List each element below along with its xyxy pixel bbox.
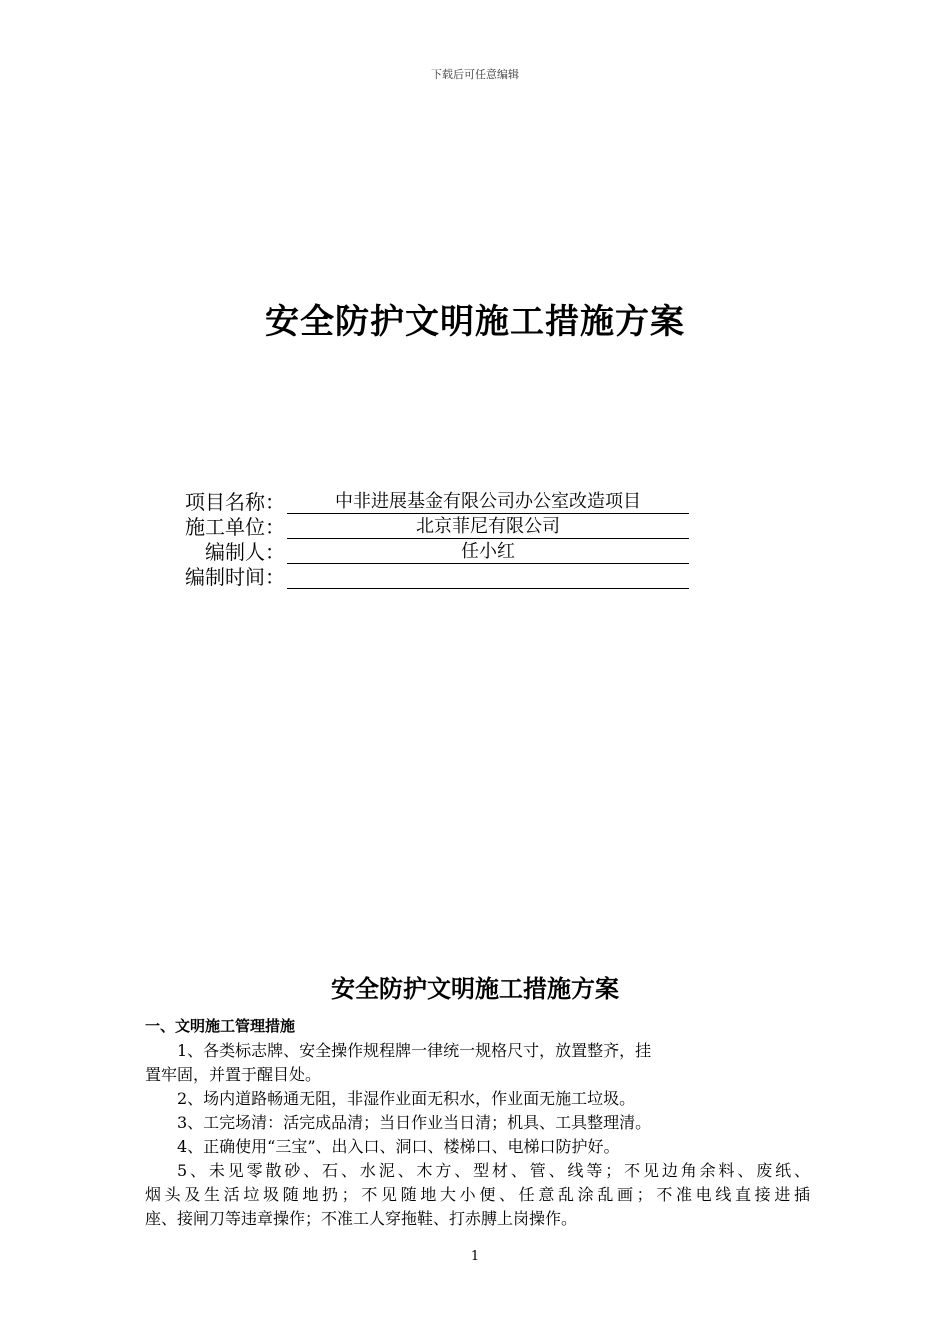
paragraph-line: 置牢固，并置于醒目处。 [145, 1065, 322, 1084]
project-name-label: 项目名称： [185, 490, 285, 514]
paragraph-line: 5、未见零散砂、石、水泥、木方、型材、管、线等；不见边角余料、废纸、 [177, 1161, 810, 1180]
header-note: 下载后可任意编辑 [431, 68, 519, 81]
body-text [145, 1013, 810, 1231]
date-label: 编制时间： [185, 565, 285, 589]
page-number: 1 [470, 1249, 480, 1264]
construction-unit-value: 北京菲尼有限公司 [287, 516, 689, 539]
paragraph-line: 4、正确使用“三宝”、出入口、洞口、楼梯口、电梯口防护好。 [177, 1137, 620, 1156]
paragraph-line: 3、工完场清：活完成品清；当日作业当日清；机具、工具整理清。 [177, 1113, 652, 1132]
author-value: 任小红 [287, 541, 689, 564]
project-name-row [160, 489, 700, 514]
author-row [160, 539, 700, 564]
project-name-value: 中非进展基金有限公司办公室改造项目 [287, 491, 689, 514]
construction-unit-label: 施工单位： [185, 515, 285, 539]
construction-unit-row [160, 514, 700, 539]
body-title: 安全防护文明施工措施方案 [331, 975, 619, 1003]
paragraph-line: 座、接闸刀等违章操作；不准工人穿拖鞋、打赤膊上岗操作。 [145, 1209, 578, 1228]
date-value [287, 566, 689, 589]
paragraph-line: 2、场内道路畅通无阻，非湿作业面无积水，作业面无施工垃圾。 [177, 1089, 636, 1108]
date-row [160, 564, 700, 589]
cover-title: 安全防护文明施工措施方案 [265, 302, 685, 342]
paragraph-line: 烟头及生活垃圾随地扔；不见随地大小便、任意乱涂乱画；不准电线直接进插 [145, 1185, 810, 1204]
paragraph-line: 1、各类标志牌、安全操作规程牌一律统一规格尺寸，放置整齐，挂 [177, 1041, 652, 1060]
cover-info-block [160, 489, 700, 589]
section-heading: 一、文明施工管理措施 [145, 1017, 296, 1035]
author-label: 编制人： [205, 540, 285, 564]
